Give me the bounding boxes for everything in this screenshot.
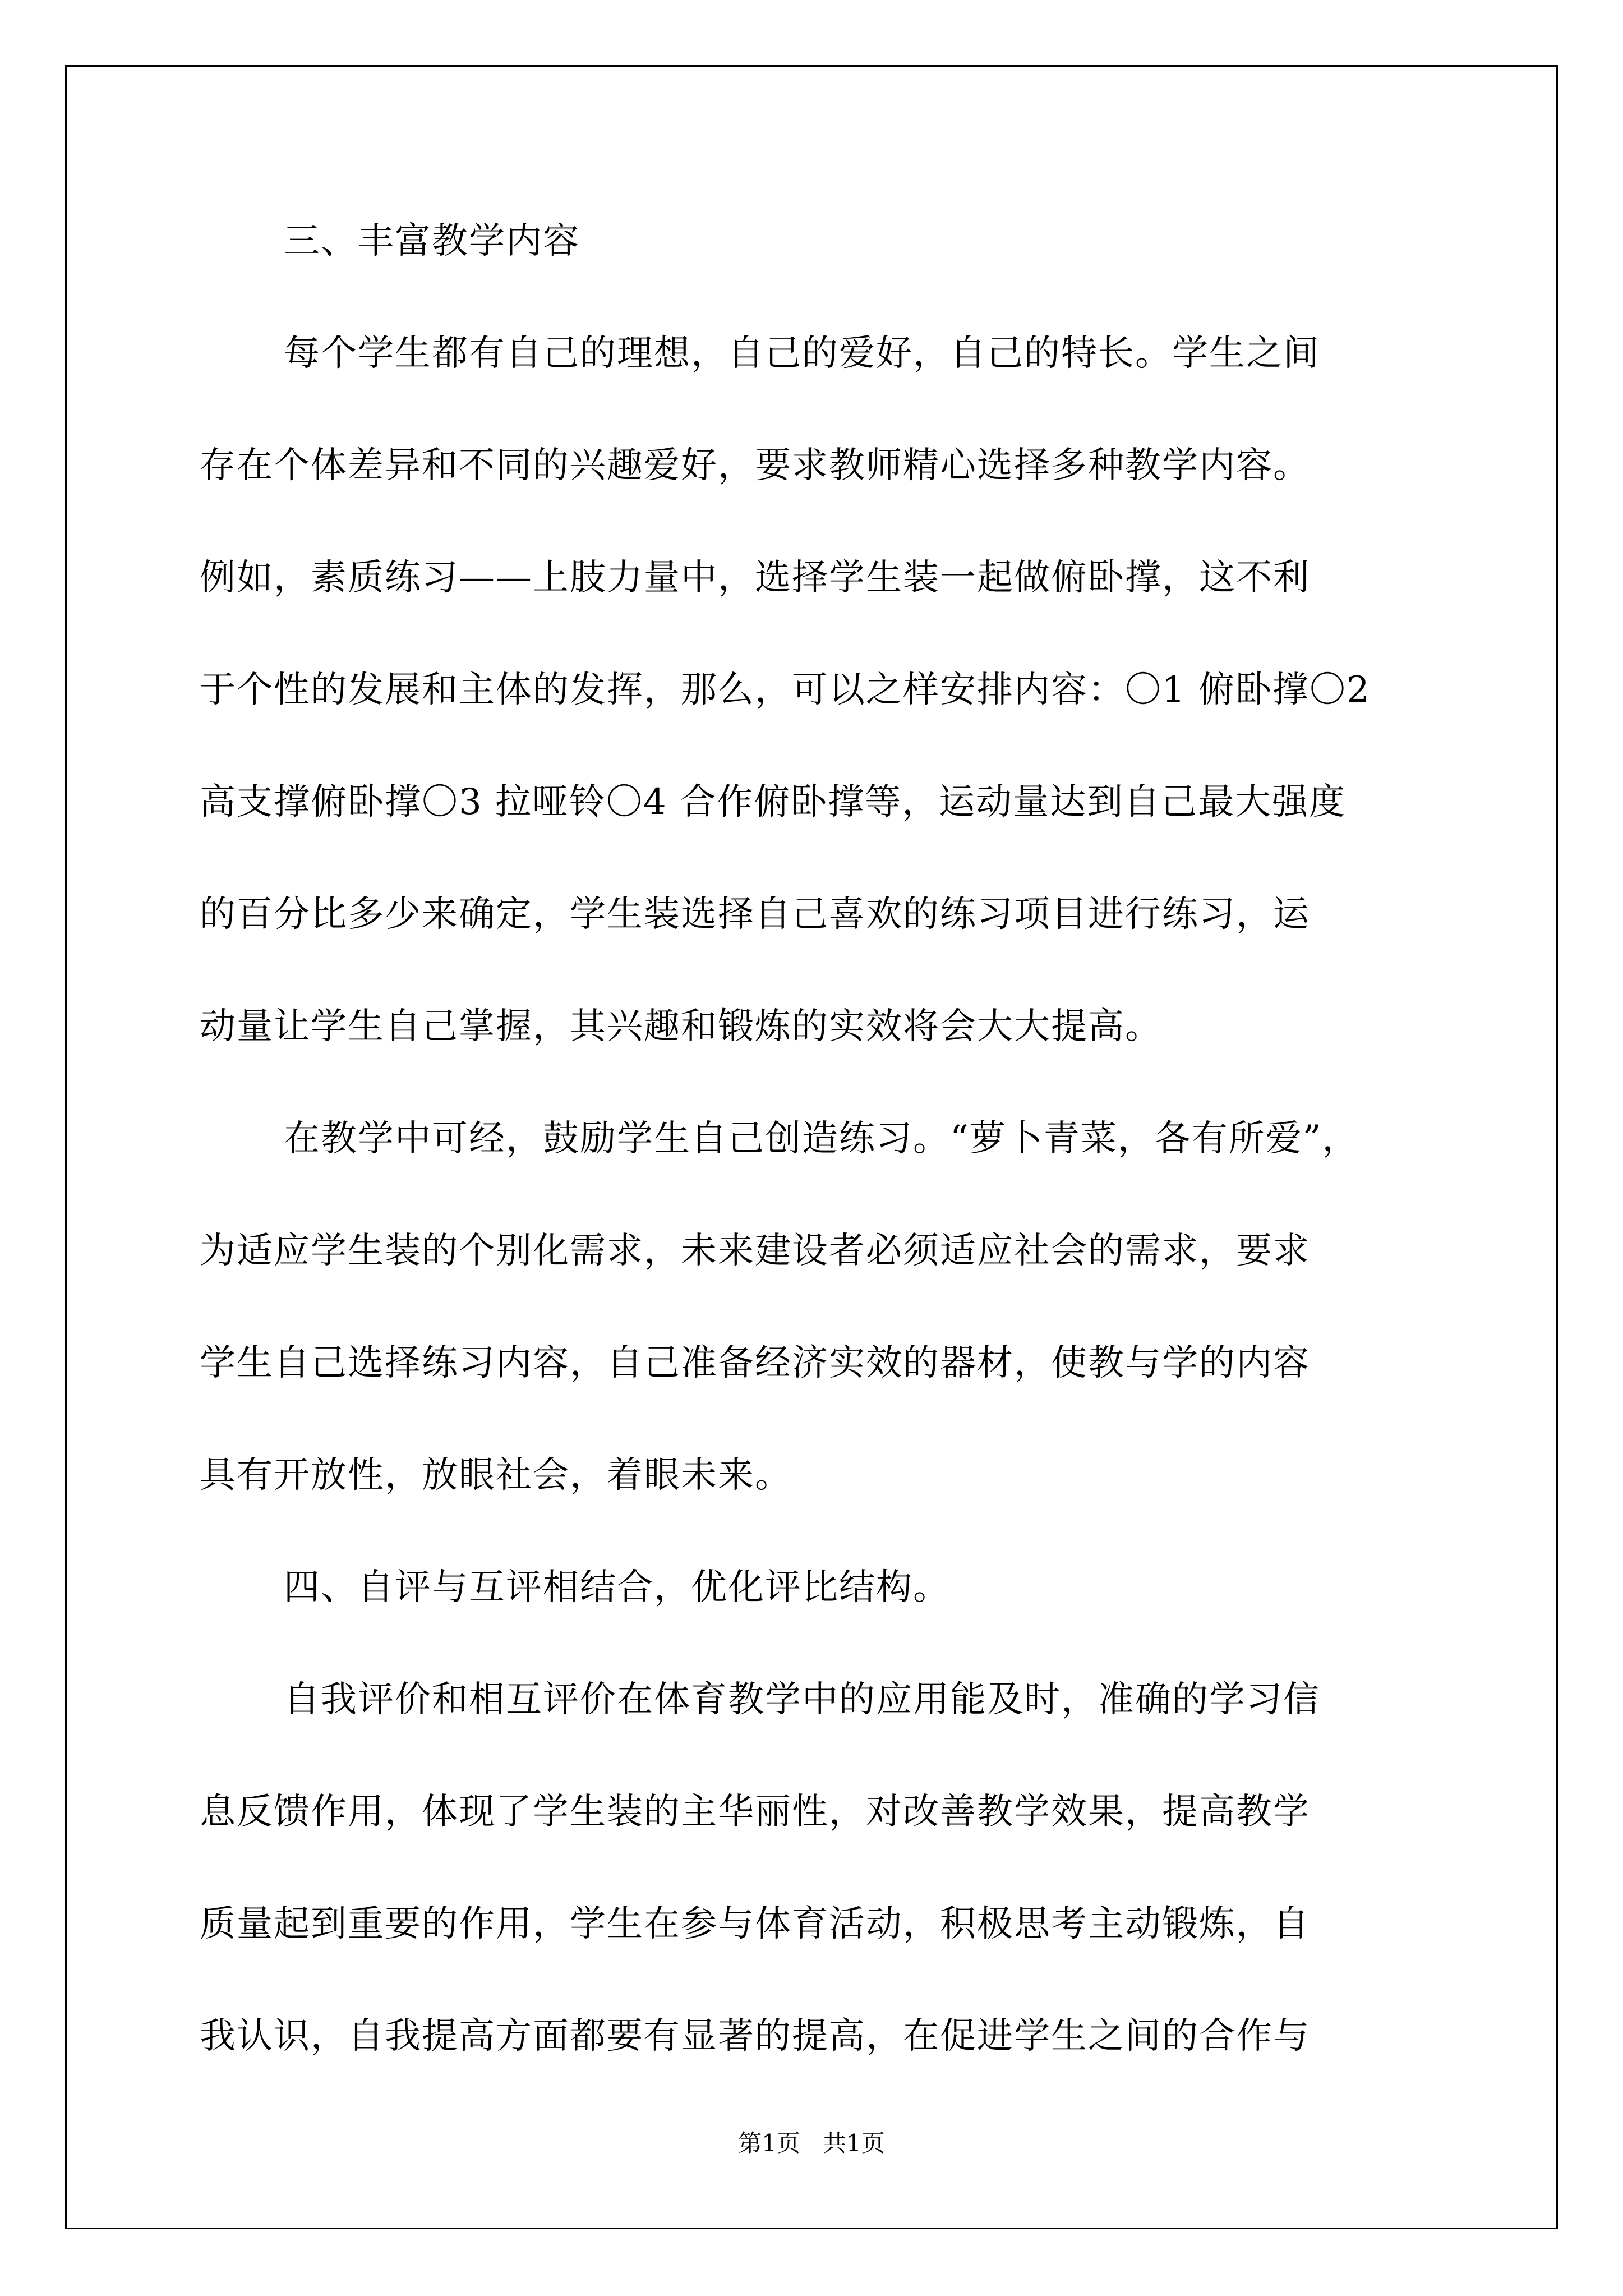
paragraph-line: 高支撑俯卧撑〇3 拉哑铃〇4 合作俯卧撑等，运动量达到自己最大强度 <box>200 781 1347 823</box>
paragraph-line: 自我评价和相互评价在体育教学中的应用能及时，准确的学习信 <box>284 1679 1320 1720</box>
paragraph-line: 息反馈作用，体现了学生装的主华丽性，对改善教学效果，提高教学 <box>200 1791 1310 1833</box>
paragraph-line: 为适应学生装的个别化需求，未来建设者必须适应社会的需求，要求 <box>200 1230 1310 1272</box>
paragraph-line: 例如，素质练习——上肢力量中，选择学生装一起做俯卧撑，这不利 <box>200 557 1310 599</box>
paragraph-line: 质量起到重要的作用，学生在参与体育活动，积极思考主动锻炼，自 <box>200 1903 1310 1945</box>
section-heading-four: 四、自评与互评相结合，优化评比结构。 <box>284 1567 950 1608</box>
paragraph-line: 在教学中可经，鼓励学生自己创造练习。“萝卜青菜，各有所爱”， <box>284 1118 1359 1159</box>
paragraph-line: 学生自己选择练习内容，自己准备经济实效的器材，使教与学的内容 <box>200 1342 1310 1384</box>
paragraph-line: 每个学生都有自己的理想，自己的爱好，自己的特长。学生之间 <box>284 333 1320 374</box>
paragraph-line: 具有开放性，放眼社会，着眼未来。 <box>200 1455 792 1496</box>
page-footer <box>0 2128 1623 2159</box>
section-heading-three: 三、丰富教学内容 <box>284 220 580 262</box>
paragraph-line: 存在个体差异和不同的兴趣爱好，要求教师精心选择多种教学内容。 <box>200 445 1310 486</box>
page-number-current: 第1页 <box>738 2129 800 2157</box>
paragraph-line: 动量让学生自己掌握，其兴趣和锻炼的实效将会大大提高。 <box>200 1006 1162 1047</box>
page-number-total: 共1页 <box>823 2129 885 2157</box>
paragraph-line: 的百分比多少来确定，学生装选择自己喜欢的练习项目进行练习，运 <box>200 894 1310 935</box>
paragraph-line: 于个性的发展和主体的发挥，那么，可以之样安排内容：〇1 俯卧撑〇2 <box>200 669 1371 711</box>
paragraph-line: 我认识，自我提高方面都要有显著的提高，在促进学生之间的合作与 <box>200 2016 1310 2057</box>
